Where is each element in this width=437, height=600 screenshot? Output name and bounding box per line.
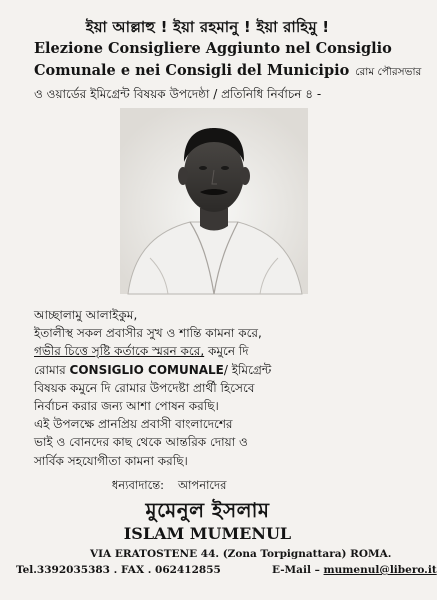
candidate-portrait	[120, 108, 308, 294]
footer-email-block	[272, 564, 437, 576]
title-line-3: ও ওয়ার্ডের ইমিগ্রেন্ট বিষয়ক উপদেষ্ঠা / প্রতিনিধি নির্বাচন ৪ -	[34, 87, 322, 101]
body-line-1: ইতালীস্থ সকল প্রবাসীর সুখ ও শান্তি কামনা করে,	[34, 326, 262, 341]
title-line-2-italian: Comunale e nei Consigli del Municipio	[34, 62, 350, 79]
body-line-8: সার্বিক সহযোগীতা কামনা করছি।	[34, 453, 188, 468]
footer-address: VIA ERATOSTENE 44. (Zona Torpignattara) ROMA.	[90, 548, 392, 560]
body-line-3-council: CONSIGLIO COMUNALE	[69, 362, 224, 377]
body-line-3-start: রোমার	[34, 362, 70, 377]
body-line-3-end: / ইমিগ্রেন্ট	[223, 362, 272, 377]
greeting-heading: ইয়া আল্লাহু ! ইয়া রহমানু ! ইয়া রাহিমু !	[85, 18, 330, 36]
body-line-7: ভাই ও বোনদের কাছ থেকে আন্তরিক দোয়া ও	[34, 435, 248, 450]
salutation: আচ্ছালামু আলাইকুম,	[34, 308, 138, 322]
body-line-2-underlined: গভীর চিত্তে সৃষ্টি কর্তাকে স্মরন করে,	[34, 344, 205, 359]
signature-name-bengali: মুমেনুল ইসলাম	[145, 498, 270, 522]
email-link[interactable]: mumenul@libero.it	[323, 564, 437, 576]
title-line-1: Elezione Consigliere Aggiunto nel Consiglio	[34, 40, 392, 57]
title-line-2-bengali: রোম পৌরসভার	[355, 66, 422, 78]
body-line-2-rest: কমুনে দি	[204, 344, 249, 359]
body-line-3	[34, 361, 404, 379]
body-line-5: নির্বাচন করার জন্য আশা পোষন করছি।	[34, 399, 219, 414]
body-line-4: বিষয়ক কমুনে দি রোমার উপদেষ্টা প্রার্থী হিসেবে	[34, 380, 255, 395]
email-label: E-Mail –	[272, 564, 324, 576]
thanks-label: ধন্যবাদান্তে:	[111, 478, 164, 492]
closing-thanks	[34, 477, 404, 496]
body-line-2	[34, 342, 404, 360]
footer-contact	[16, 564, 437, 576]
signature-name-english: ISLAM MUMENUL	[123, 524, 292, 543]
body-line-6: এই উপলক্ষে প্রানপ্রিয় প্রবাসী বাংলাদেশের	[34, 417, 233, 432]
thanks-value: আপনাদের	[178, 478, 227, 492]
footer-phone-fax: Tel.3392035383 . FAX . 062412855	[16, 564, 221, 576]
title-line-2	[34, 62, 422, 82]
letter-body	[34, 306, 404, 470]
